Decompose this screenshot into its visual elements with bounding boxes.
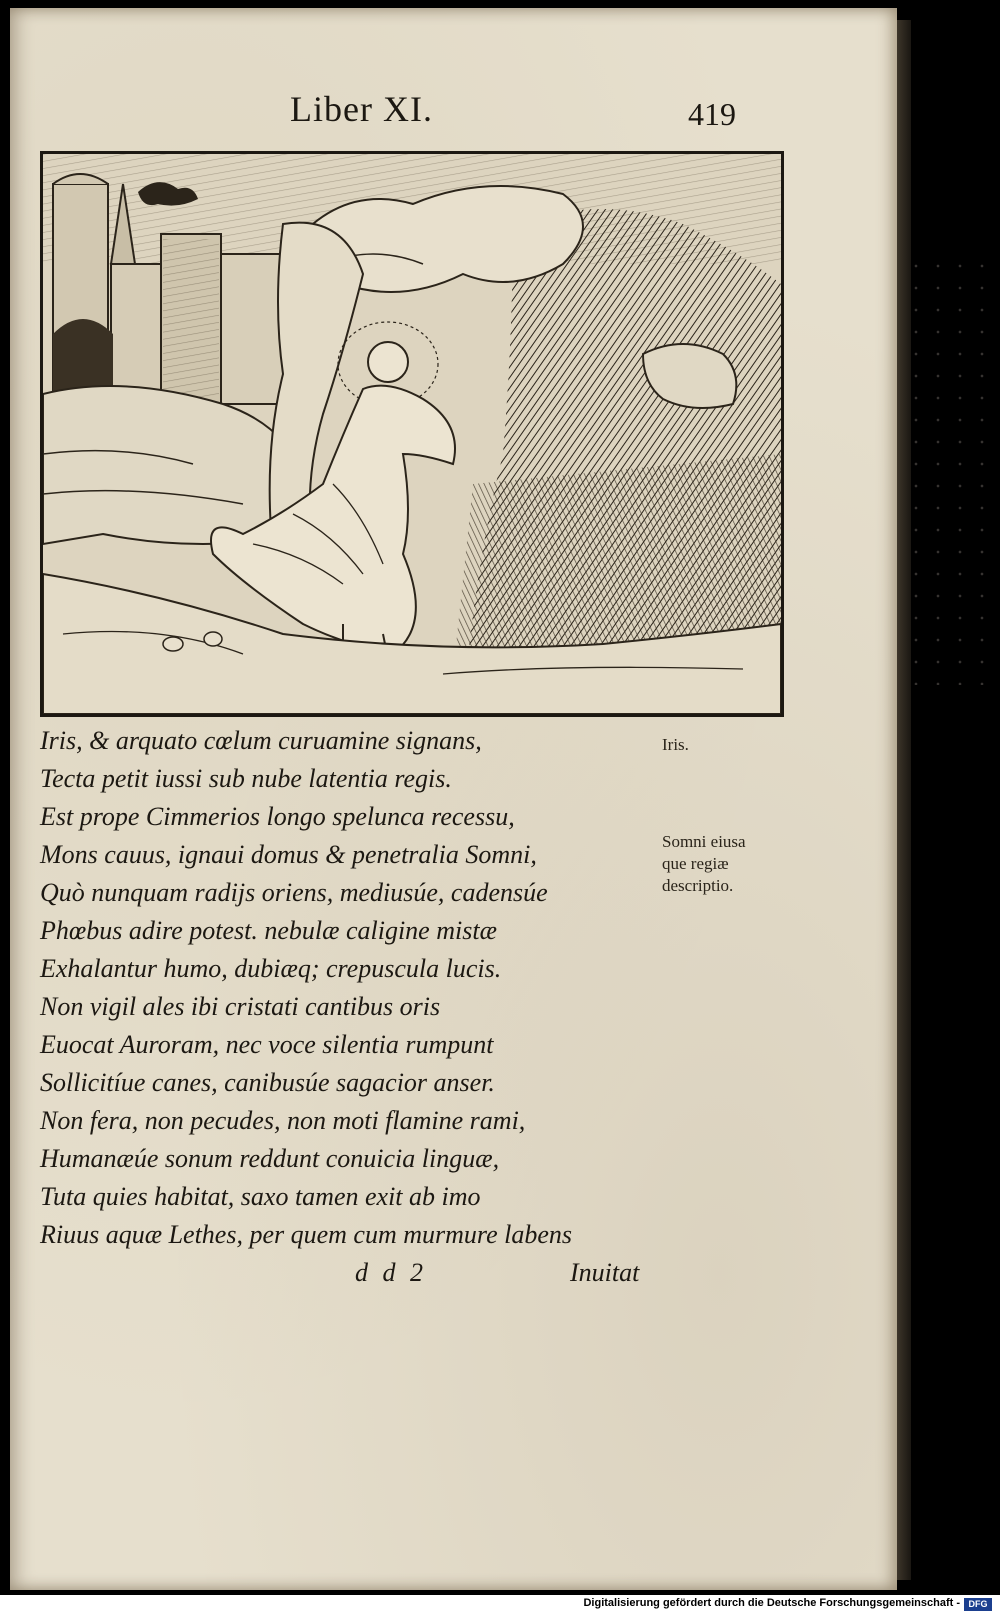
page-edge-shadow <box>897 20 911 1580</box>
digitization-footer <box>0 1595 1000 1615</box>
signature-mark: d d 2 <box>355 1258 427 1287</box>
verse-line: Iris, & arquato cœlum curuamine signans, <box>40 726 482 755</box>
marginal-note-iris: Iris. <box>662 735 689 754</box>
marginal-note-line: descriptio. <box>662 876 734 895</box>
verse-line: Mons cauus, ignaui domus & penetralia Somni, <box>40 840 537 869</box>
verse-line: Non vigil ales ibi cristati cantibus oris <box>40 992 441 1021</box>
verse-text <box>40 722 660 1254</box>
footer-credit: Digitalisierung gefördert durch die Deutsche Forschungsgemeinschaft - <box>583 1597 960 1609</box>
marginal-note-line: Somni eiusa <box>662 832 746 851</box>
verse-line: Est prope Cimmerios longo spelunca recessu, <box>40 802 515 831</box>
verse-line: Exhalantur humo, dubiæq; crepuscula lucis. <box>40 954 502 983</box>
verse-line: Humanæúe sonum reddunt conuicia linguæ, <box>40 1144 500 1173</box>
page-foot <box>10 1258 897 1298</box>
book-page <box>10 8 897 1590</box>
verse-line: Tecta petit iussi sub nube latentia regis. <box>40 764 452 793</box>
dfg-logo: DFG <box>964 1598 992 1611</box>
scan-border-texture <box>905 255 1000 685</box>
verse-line: Quò nunquam radijs oriens, mediusúe, cadensúe <box>40 878 548 907</box>
verse-line: Tuta quies habitat, saxo tamen exit ab imo <box>40 1182 481 1211</box>
verse-line: Phœbus adire potest. nebulæ caligine mistæ <box>40 916 497 945</box>
catchword: Inuitat <box>570 1258 640 1287</box>
verse-line: Euocat Auroram, nec voce silentia rumpunt <box>40 1030 494 1059</box>
verse-line: Non fera, non pecudes, non moti flamine rami, <box>40 1106 526 1135</box>
marginal-note-somni <box>662 831 822 897</box>
page-number: 419 <box>688 96 736 132</box>
woodcut-illustration <box>40 151 784 717</box>
verse-line: Riuus aquæ Lethes, per quem cum murmure labens <box>40 1220 572 1249</box>
verse-line: Sollicitíue canes, canibusúe sagacior anser. <box>40 1068 495 1097</box>
marginal-note-line: que regiæ <box>662 854 729 873</box>
running-head-title: Liber XI. <box>290 89 433 129</box>
